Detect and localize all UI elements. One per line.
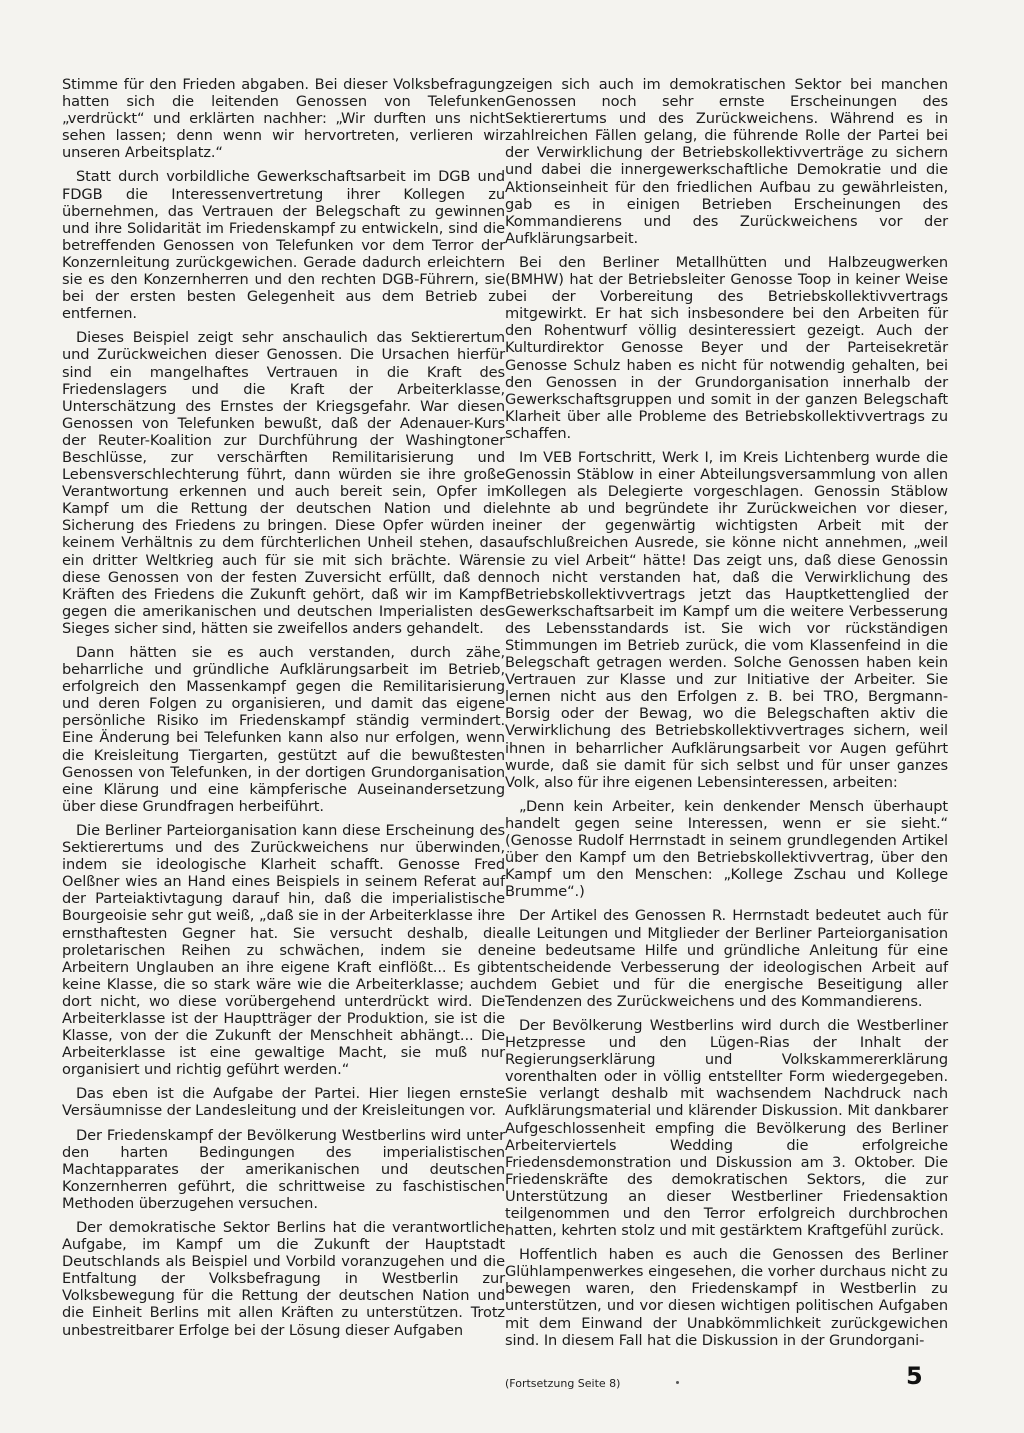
- paragraph: Stimme für den Frieden abgaben. Bei dieser Volksbefragung hatten sich die leitenden Genossen von Telefunken „verdrückt“ und erklärten nachher: „Wir durften uns nicht sehen lassen; denn wenn wir hervortreten, verlieren wir unseren Arbeitsplatz.“: [62, 76, 505, 162]
- paragraph: Im VEB Fortschritt, Werk I, im Kreis Lichtenberg wurde die Genossin Stäblow in einer Abteilungsversammlung von allen Kollegen als Delegierte vorgeschlagen. Genossin Stäblow lehnte ab und begründete ihr Zurückweichen vor dieser, einer der gegenwärtig wichtigsten Arbeit mit der aufschlußreichen Ausrede, sie könne nicht annehmen, „weil sie zu viel Arbeit“ hätte! Das zeigt uns, daß diese Genossin noch nicht verstanden hat, daß die Verwirklichung des Betriebskollektivvertrags jetzt das Hauptkettenglied der Gewerkschaftsarbeit im Kampf um die weitere Verbesserung des Lebensstandards ist. Sie wich vor rückständigen Stimmungen im Betrieb zurück, die vom Klassenfeind in die Belegschaft getragen werden. Solche Genossen haben kein Vertrauen zur Klasse und zur Initiative der Arbeiter. Sie lernen nicht aus den Erfolgen z. B. bei TRO, Bergmann-Borsig oder der Bewag, wo die Belegschaften aktiv die Verwirklichung des Betriebskollektivvertrages sichern, weil ihnen in beharrlicher Aufklärungsarbeit vor Augen geführt wurde, daß sie damit für sich selbst und für unser ganzes Volk, also für ihre eigenen Lebensinteressen, arbeiten:: [505, 448, 948, 791]
- paragraph: Der Bevölkerung Westberlins wird durch die Westberliner Hetzpresse und den Lügen-Rias der Inhalt der Regierungserklärung und Volkskammererklärung vorenthalten oder in völlig entstellter Form wiedergegeben. Sie verlangt deshalb mit wachsendem Nachdruck nach Aufklärungsmaterial und klärender Diskussion. Mit dankbarer Aufgeschlossenheit empfing die Bevölkerung des Berliner Arbeiterviertels Wedding die erfolgreiche Friedensdemonstration und Diskussion am 3. Oktober. Die Friedenskräfte des demokratischen Sektors, die zur Unterstützung an dieser Westberliner Friedensaktion teilgenommen und den Terror erfolgreich durchbrochen hatten, kehrten stolz und mit gestärktem Kraftgefühl zurück.: [505, 1016, 948, 1240]
- paragraph: Statt durch vorbildliche Gewerkschaftsarbeit im DGB und FDGB die Interessenvertretung ihrer Kollegen zu übernehmen, das Vertrauen der Belegschaft zu gewinnen und ihre Solidarität im Friedenskampf zu entwickeln, sind die betreffenden Genossen von Telefunken vor dem Terror der Konzernleitung zurückgewichen. Gerade dadurch erleichtern sie es den Konzernherren und den rechten DGB-Führern, sie bei der ersten besten Gelegenheit aus dem Betrieb zu entfernen.: [62, 168, 505, 323]
- paragraph: Dieses Beispiel zeigt sehr anschaulich das Sektierertum und Zurückweichen dieser Genossen. Die Ursachen hierfür sind ein mangelhaftes Vertrauen in die Kraft des Friedenslagers und die Kraft der Arbeiterklasse, Unterschätzung des Ernstes der Kriegsgefahr. War diesen Genossen von Telefunken bewußt, daß der Adenauer-Kurs der Reuter-Koalition zur Durchführung der Washingtoner Beschlüsse, zur verschärften Remilitarisierung und Lebensverschlechterung führt, dann würden sie ihre große Verantwortung erkennen und auch bereit sein, Opfer im Kampf um die Rettung der deutschen Nation und die Sicherung des Friedens zu bringen. Diese Opfer würden in keinem Verhältnis zu dem fürchterlichen Unheil stehen, das ein dritter Weltkrieg auch für sie mit sich brächte. Wären diese Genossen von der festen Zuversicht erfüllt, daß den Kräften des Friedens die Zukunft gehört, daß wir im Kampf gegen die amerikanischen und deutschen Imperialisten des Sieges sicher sind, hätten sie zweifellos anders gehandelt.: [62, 329, 505, 637]
- continuation-note: (Fortsetzung Seite 8): [505, 1377, 621, 1390]
- right-column: [505, 76, 948, 1356]
- paragraph: Der Friedenskampf der Bevölkerung Westberlins wird unter den harten Bedingungen des imperialistischen Machtapparates der amerikanischen und deutschen Konzernherren geführt, die schrittweise zu faschistischen Methoden überzugehen versuchen.: [62, 1126, 505, 1212]
- paragraph: Der demokratische Sektor Berlins hat die verantwortliche Aufgabe, im Kampf um die Zukunft der Hauptstadt Deutschlands als Beispiel und Vorbild voranzugehen und die Entfaltung der Volksbefragung in Westberlin zur Volksbewegung für die Rettung der deutschen Nation und die Einheit Berlins mit allen Kräften zu unterstützen. Trotz unbestreitbarer Erfolge bei der Lösung dieser Aufgaben: [62, 1219, 505, 1339]
- paragraph: Dann hätten sie es auch verstanden, durch zähe, beharrliche und gründliche Aufklärungsarbeit im Betrieb, erfolgreich den Massenkampf gegen die Remilitarisierung und deren Folgen zu organisieren, und damit das eigene persönliche Risiko im Friedenskampf ständig vermindert. Eine Änderung bei Telefunken kann also nur erfolgen, wenn die Kreisleitung Tiergarten, gestützt auf die bewußtesten Genossen von Telefunken, in der dortigen Grundorganisation eine Klärung und eine kämpferische Auseinandersetzung über diese Grundfragen herbeiführt.: [62, 644, 505, 815]
- paragraph: Hoffentlich haben es auch die Genossen des Berliner Glühlampenwerkes eingesehen, die vorher durchaus nicht zu bewegen waren, den Friedenskampf in Westberlin zu unterstützen, und vor diesen wichtigen politischen Aufgaben mit dem Einwand der Unabkömmlichkeit zurückgewichen sind. In diesem Fall hat die Diskussion in der Grundorgani-: [505, 1246, 948, 1349]
- page-number: 5: [906, 1362, 923, 1390]
- paragraph: Der Artikel des Genossen R. Herrnstadt bedeutet auch für alle Leitungen und Mitglieder der Berliner Parteiorganisation eine bedeutsame Hilfe und gründliche Anleitung für eine entscheidende Verbesserung der ideologischen Arbeit auf dem Gebiet und für die energische Beseitigung aller Tendenzen des Zurückweichens und des Kommandierens.: [505, 907, 948, 1010]
- paragraph: Die Berliner Parteiorganisation kann diese Erscheinung des Sektierertums und des Zurückweichens nur überwinden, indem sie ideologische Klarheit schafft. Genosse Fred Oelßner wies an Hand eines Beispiels in seinem Referat auf der Parteiaktivtagung darauf hin, daß die imperialistische Bourgeoisie sehr gut weiß, „daß sie in der Arbeiterklasse ihre ernsthaftesten Gegner hat. Sie versucht deshalb, die proletarischen Reihen zu schwächen, indem sie den Arbeitern Unglauben an ihre eigene Kraft einflößt... Es gibt keine Klasse, die so stark wäre wie die Arbeiterklasse; auch dort nicht, wo diese vorübergehend unterdrückt wird. Die Arbeiterklasse ist der Hauptträger der Produktion, sie ist die Klasse, von der die Zukunft der Menschheit abhängt... Die Arbeiterklasse ist eine gewaltige Macht, sie muß nur organisiert und richtig geführt werden.“: [62, 821, 505, 1079]
- paragraph: Das eben ist die Aufgabe der Partei. Hier liegen ernste Versäumnisse der Landesleitung und der Kreisleitungen vor.: [62, 1085, 505, 1120]
- paragraph: zeigen sich auch im demokratischen Sektor bei manchen Genossen noch sehr ernste Erscheinungen des Sektierertums und des Zurückweichens. Während es in zahlreichen Fällen gelang, die führende Rolle der Partei bei der Verwirklichung der Betriebskollektivverträge zu sichern und dabei die innergewerkschaftliche Demokratie und die Aktionseinheit für den friedlichen Aufbau zu gewährleisten, gab es in einigen Betrieben Erscheinungen des Kommandierens und des Zurückweichens vor der Aufklärungsarbeit.: [505, 76, 948, 247]
- print-speck: [676, 1381, 679, 1384]
- paragraph: Bei den Berliner Metallhütten und Halbzeugwerken (BMHW) hat der Betriebsleiter Genosse Toop in keiner Weise bei der Vorbereitung des Betriebskollektivvertrags mitgewirkt. Er hat sich insbesondere bei den Arbeiten für den Rohentwurf völlig desinteressiert gezeigt. Auch der Kulturdirektor Genosse Beyer und der Parteisekretär Genosse Schulz haben es nicht für notwendig gehalten, bei den Genossen in der Grundorganisation innerhalb der Gewerkschaftsgruppen und somit in der ganzen Belegschaft Klarheit über alle Probleme des Betriebskollektivvertrags zu schaffen.: [505, 253, 948, 442]
- left-column: [62, 76, 505, 1346]
- paragraph: „Denn kein Arbeiter, kein denkender Mensch überhaupt handelt gegen seine Interessen, wenn er sie sieht.“ (Genosse Rudolf Herrnstadt in seinem grundlegenden Artikel über den Kampf um den Betriebskollektivvertrag, über den Kampf um den Menschen: „Kollege Zschau und Kollege Brumme“.): [505, 797, 948, 901]
